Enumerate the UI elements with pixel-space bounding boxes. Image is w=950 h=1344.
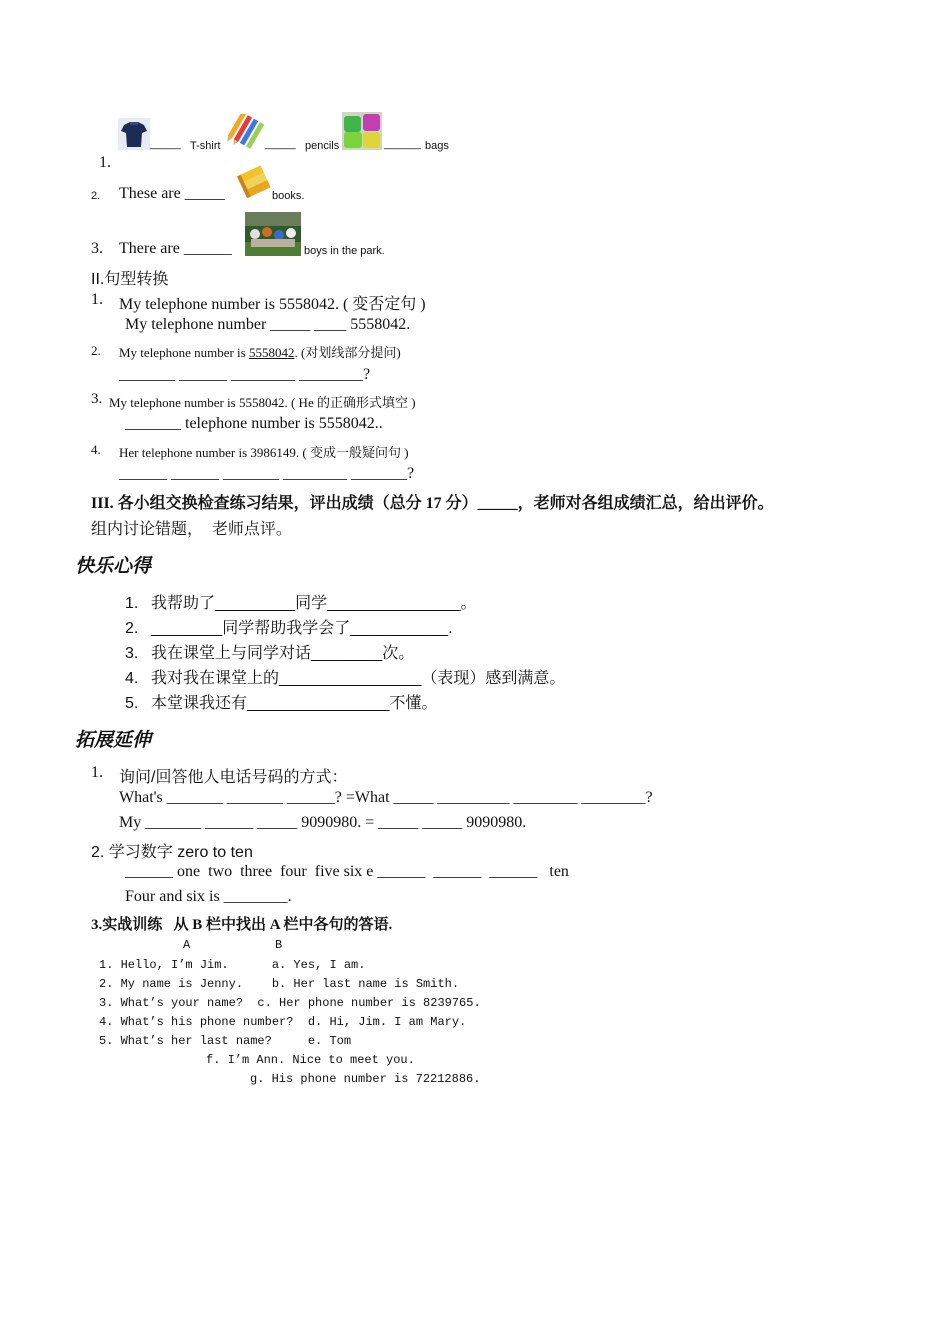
extend-s1-line2: My _______ ______ _____ 9090980. = _____ _____ 9090980. [119,814,527,831]
ii-q3-answer: _______ telephone number is 5558042.. [125,415,383,432]
q1-blank-2: _____ [265,138,296,150]
happy-item [125,690,437,713]
extend-section-title: 拓展延伸 [75,729,152,751]
happy-item [125,665,565,688]
books-picture [236,160,270,200]
question-number: 4. [91,442,101,457]
q1-blank-3: ______ [384,138,421,150]
underlined-number: 5558042 [248,345,295,360]
extend-s1-line1: What's _______ _______ ______? =What _____ _________ ________ ________? [119,789,653,806]
match-row: 4. What’s his phone number? d. Hi, Jim. I am Mary. [99,1015,467,1029]
ii-q2-text: My telephone number is 5558042. (对划线部分提问) [119,345,401,360]
happy-item [125,640,414,663]
question-number: 1. [99,154,111,171]
ii-q4-answer: ______ ______ _______ ________ _______? [119,465,415,482]
q1-item-pencils: pencils [305,140,340,152]
happy-item-text: ________同学帮助我学会了___________. [151,620,453,637]
happy-item-text: 我在课堂上与同学对话________次。 [151,645,415,662]
extend-s2-line1: ______ one two three four five six e ______ ______ ______ ten [125,863,569,880]
tshirt-picture [118,118,150,150]
happy-item-number: 2. [125,620,139,637]
question-number: 2. [91,190,101,202]
happy-section-title: 快乐心得 [75,555,152,577]
pencils-picture [226,114,264,150]
question-number: 2. [91,343,101,358]
happy-item-number: 3. [125,645,139,662]
extend-s3-text: 3.实战训练 从 B 栏中找出 A 栏中各句的答语. [91,917,393,933]
question-number: 1. [91,764,103,781]
extend-s2-line2: Four and six is ________. [125,888,292,905]
q3-text: There are ______ [119,240,232,257]
match-extra-f: f. I’m Ann. Nice to meet you. [206,1053,415,1067]
happy-item [125,590,477,613]
extend-s2-text: 2. 学习数字 zero to ten [91,844,253,861]
happy-item-text: 本堂课我还有________________不懂。 [151,695,438,712]
ii-q4-text: Her telephone number is 3986149. ( 变成一般疑问句 ) [119,445,409,460]
happy-item-number: 5. [125,695,139,712]
question-number: 3. [91,391,103,407]
question-number: 1. [91,291,103,308]
bags-picture [342,112,382,150]
ii-q2-answer: _______ ______ ________ ________? [119,366,371,383]
q1-item-bags: bags [425,140,449,152]
match-row: 2. My name is Jenny. b. Her last name is Smith. [99,977,460,991]
match-row: 5. What’s her last name? e. Tom [99,1034,352,1048]
q1-blank-1: _____ [150,138,181,150]
extend-s1-text: 询问/回答他人电话号码的方式： [119,769,348,786]
column-a-label: A [183,938,191,952]
q1-item-tshirt: T-shirt [190,140,221,152]
happy-item-number: 1. [125,595,139,612]
happy-item-text: 我帮助了_________同学_______________。 [151,595,477,612]
section-ii-heading: II.句型转换 [91,271,169,288]
section-iii-line2: 组内讨论错题， 老师点评。 [91,521,292,538]
happy-item-number: 4. [125,670,139,687]
ii-q3-text: My telephone number is 5558042. ( He 的正确形式填空 ) [109,395,416,410]
q2-tail: books. [272,190,305,202]
match-row: 3. What’s your name? c. Her phone number is 8239765. [99,996,481,1010]
question-number: 3. [91,240,103,257]
ii-q1-text: My telephone number is 5558042. ( 变否定句 ) [119,296,426,313]
match-row: 1. Hello, I’m Jim. a. Yes, I am. [99,958,366,972]
q2-text: These are _____ [119,185,225,202]
match-extra-g: g. His phone number is 72212886. [250,1072,481,1086]
happy-item-text: 我对我在课堂上的________________（表现）感到满意。 [151,670,566,687]
happy-item [125,615,453,638]
boys-in-park-picture [245,212,301,256]
section-iii-heading: III. 各小组交换检查练习结果，评出成绩（总分 17 分）_____，老师对各组成绩汇总，给出评价。 [91,495,774,512]
column-b-label: B [275,938,283,952]
ii-q1-answer: My telephone number _____ ____ 5558042. [125,316,411,333]
q3-tail: boys in the park. [304,245,385,257]
